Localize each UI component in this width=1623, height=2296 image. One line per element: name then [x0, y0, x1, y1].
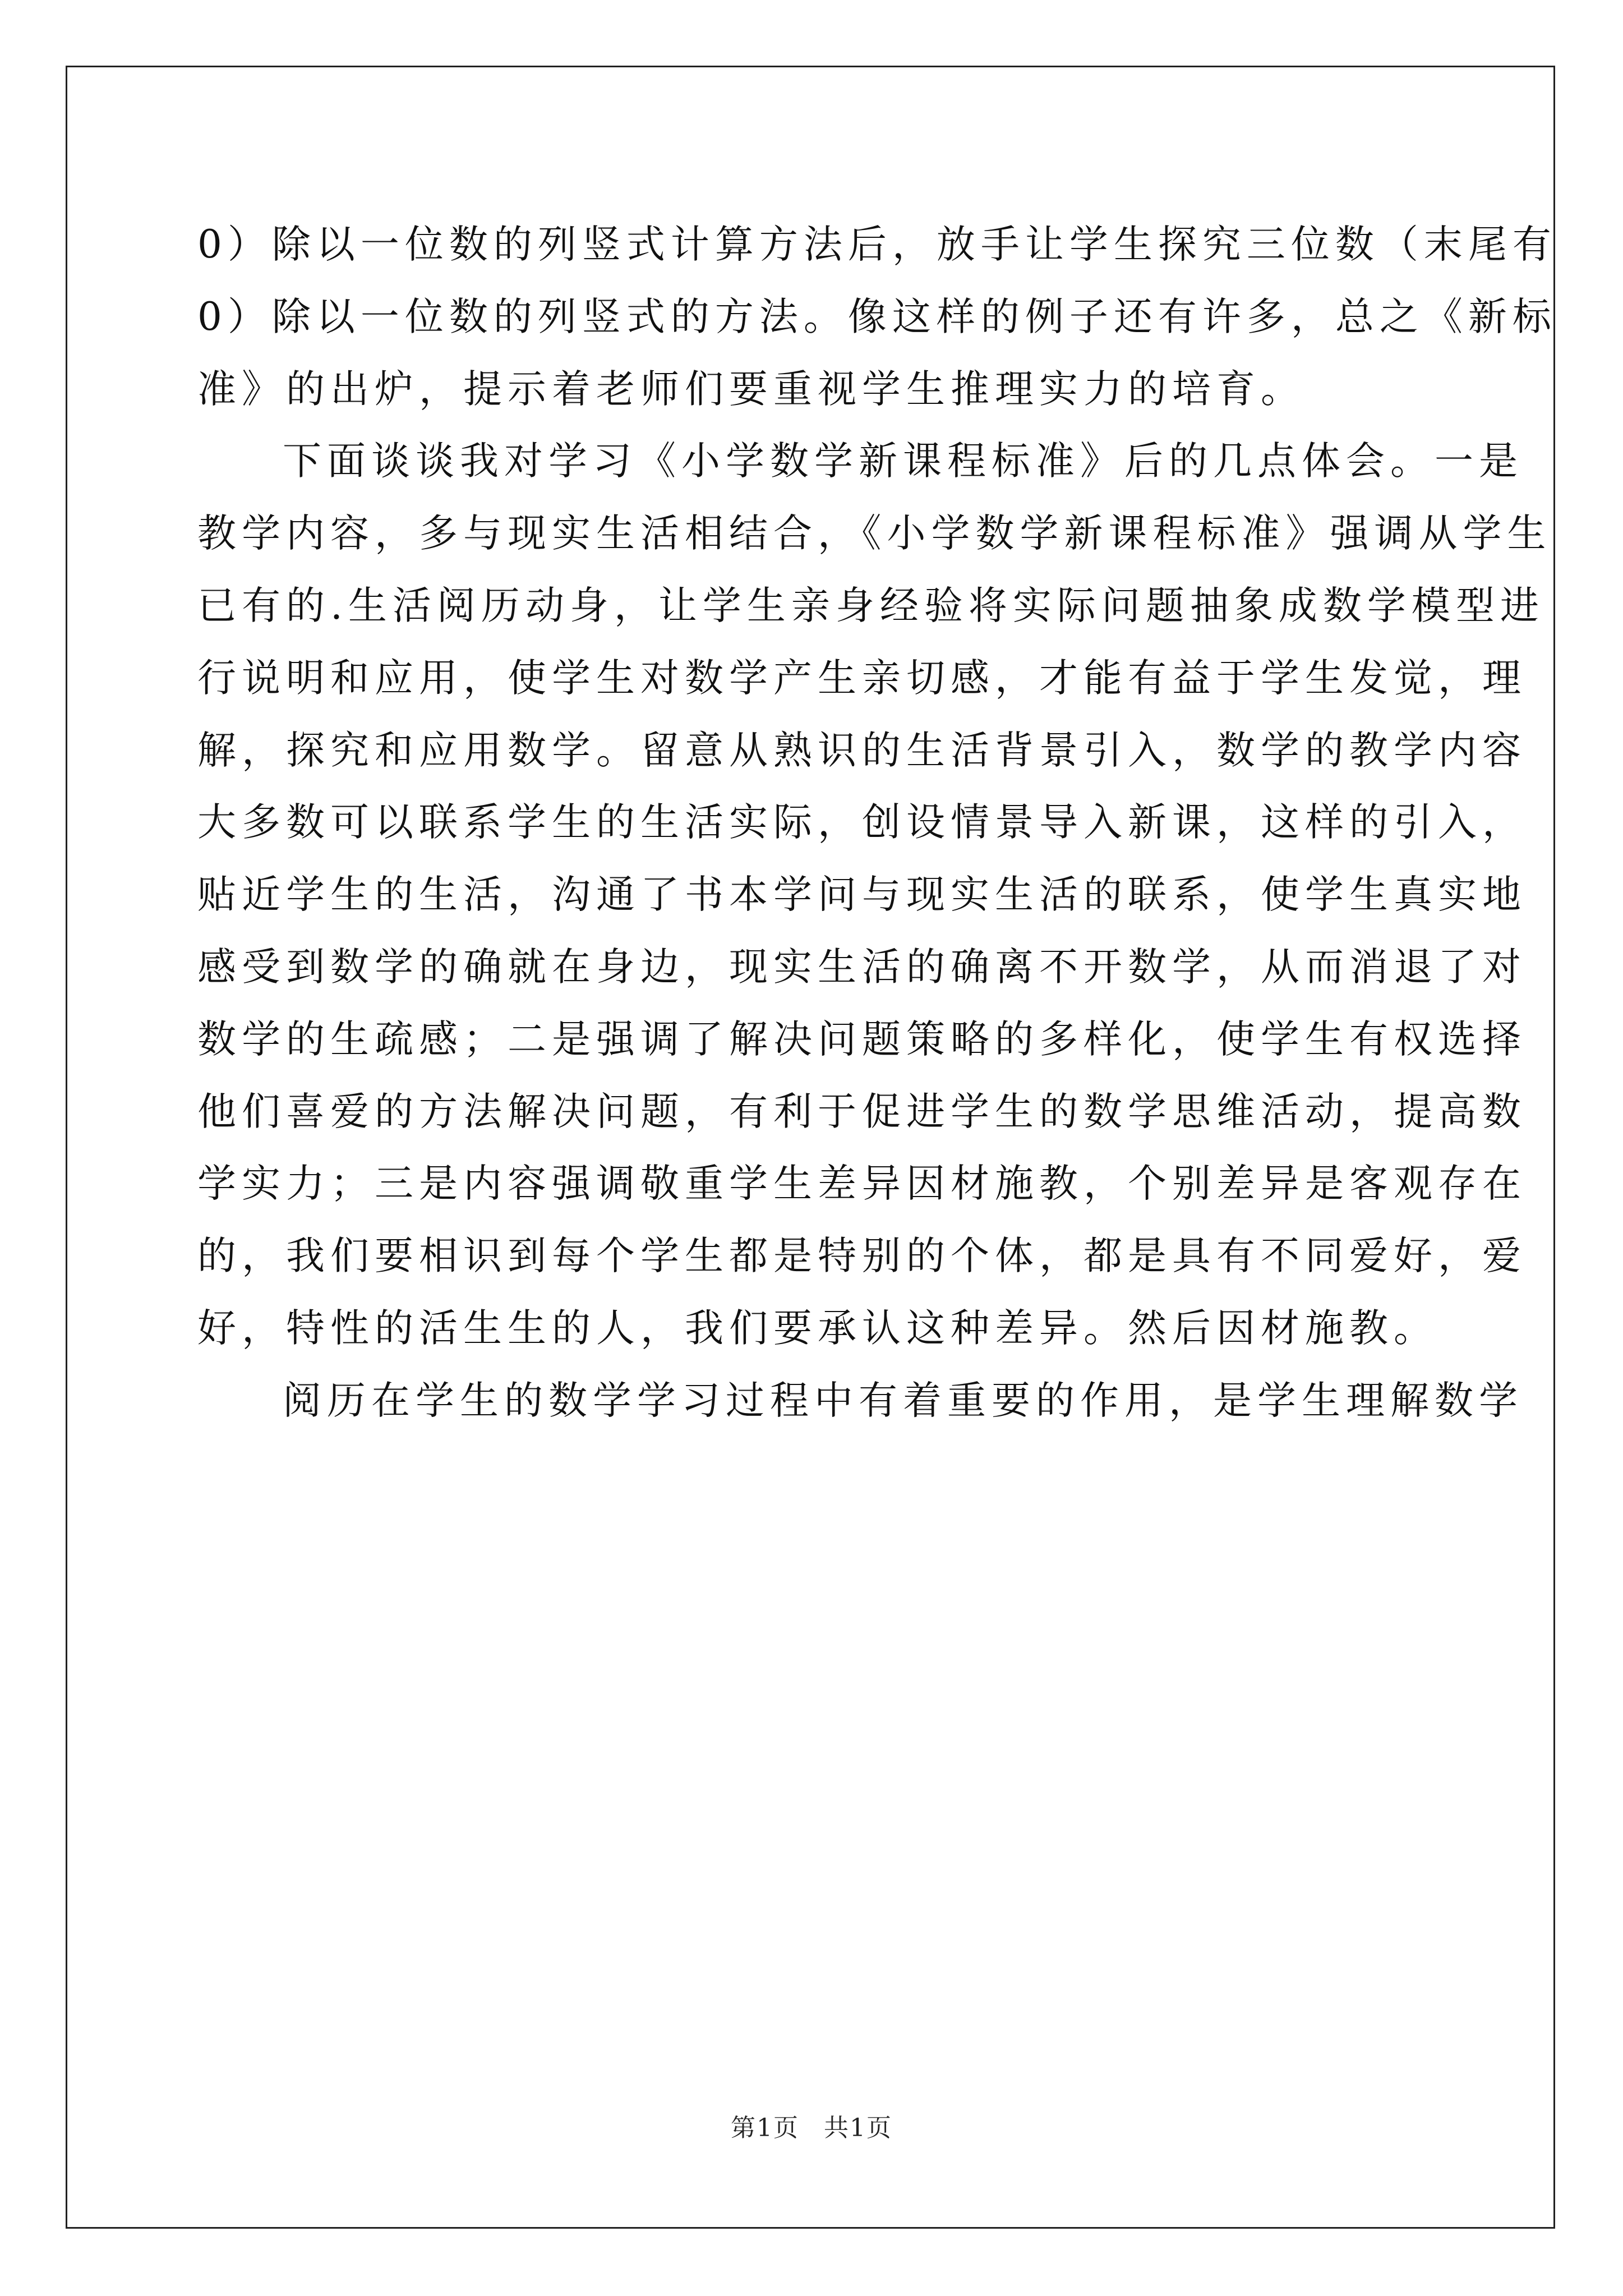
text-line: 解，探究和应用数学。留意从熟识的生活背景引入，数学的教学内容 — [197, 728, 1527, 773]
text-line: 的，我们要相识到每个学生都是特别的个体，都是具有不同爱好，爱 — [197, 1234, 1527, 1279]
text-line: 0）除以一位数的列竖式计算方法后，放手让学生探究三位数（末尾有 — [197, 222, 1557, 267]
text-line: 好，特性的活生生的人，我们要承认这种差异。然后因材施教。 — [197, 1305, 1438, 1351]
text-line: 准》的出炉，提示着老师们要重视学生推理实力的培育。 — [197, 366, 1305, 412]
text-line: 大多数可以联系学生的生活实际，创设情景导入新课，这样的引入， — [197, 800, 1527, 845]
text-line: 已有的.生活阅历动身，让学生亲身经验将实际问题抽象成数学模型进 — [197, 583, 1544, 628]
text-line: 0）除以一位数的列竖式的方法。像这样的例子还有许多，总之《新标 — [197, 294, 1557, 339]
text-line: 行说明和应用，使学生对数学产生亲切感，才能有益于学生发觉，理 — [197, 655, 1527, 701]
page-number-total: 共1页 — [824, 2114, 892, 2142]
text-line: 学实力；三是内容强调敬重学生差异因材施教，个别差异是客观存在 — [197, 1161, 1527, 1207]
document-body — [197, 209, 1557, 1437]
text-line: 下面谈谈我对学习《小学数学新课程标准》后的几点体会。一是 — [283, 439, 1523, 484]
page-number-current: 第1页 — [731, 2114, 799, 2142]
text-line: 感受到数学的确就在身边，现实生活的确离不开数学，从而消退了对 — [197, 944, 1527, 990]
text-line: 教学内容，多与现实生活相结合，《小学数学新课程标准》强调从学生 — [197, 511, 1552, 556]
text-line: 阅历在学生的数学学习过程中有着重要的作用，是学生理解数学 — [283, 1378, 1523, 1423]
text-line: 他们喜爱的方法解决问题，有利于促进学生的数学思维活动，提高数 — [197, 1089, 1527, 1134]
text-line: 贴近学生的生活，沟通了书本学问与现实生活的联系，使学生真实地 — [197, 872, 1527, 918]
text-line: 数学的生疏感；二是强调了解决问题策略的多样化，使学生有权选择 — [197, 1016, 1527, 1062]
page-footer — [0, 2108, 1623, 2143]
